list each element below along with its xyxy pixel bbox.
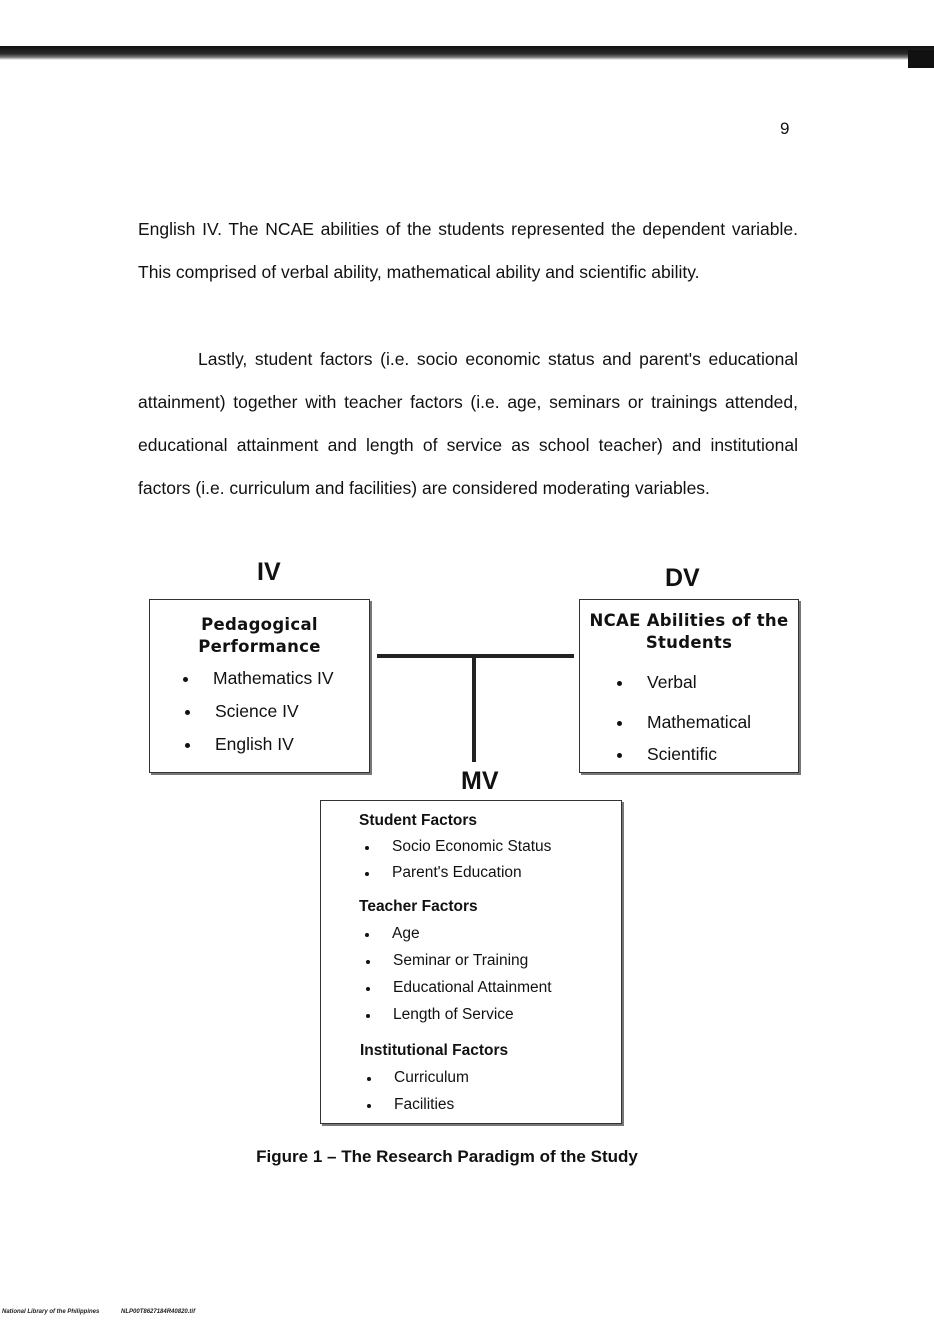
footer-filename: NLP00T8627184R40820.tif	[121, 1309, 196, 1315]
dv-item: Scientific	[647, 744, 717, 765]
iv-item: English IV	[215, 734, 294, 755]
iv-box-title: Pedagogical Performance	[198, 615, 321, 656]
iv-item: Mathematics IV	[213, 668, 334, 689]
bullet-icon	[367, 1104, 371, 1108]
mv-group-heading: Student Factors	[359, 812, 477, 829]
mv-item: Age	[392, 925, 420, 943]
bullet-icon	[617, 753, 622, 758]
bullet-icon	[366, 1014, 370, 1018]
scan-corner-mark	[908, 50, 934, 68]
scan-footer	[2, 1309, 215, 1315]
mv-item: Parent's Education	[392, 864, 522, 882]
mv-item: Socio Economic Status	[392, 838, 551, 856]
connector-vertical-line	[472, 656, 476, 762]
scan-top-border	[0, 46, 934, 60]
paragraph-2: Lastly, student factors (i.e. socio economic status and parent's educational attainment) together with teacher factors (i.e. age, seminars or trainings attended, educational attainment and length of service as school teacher) and institutional factors (i.e. curriculum and facilities) are considered moderating variables.	[138, 349, 798, 498]
paragraph-1: English IV. The NCAE abilities of the students represented the dependent variable. This comprised of verbal ability, mathematical ability and scientific ability.	[138, 219, 798, 282]
mv-item: Educational Attainment	[393, 979, 552, 997]
bullet-icon	[366, 987, 370, 991]
mv-item: Facilities	[394, 1096, 454, 1114]
dv-box-title: NCAE Abilities of the Students	[589, 611, 789, 652]
dependent-variable-box	[579, 599, 799, 773]
moderating-variable-box	[320, 800, 622, 1124]
dv-item: Mathematical	[647, 712, 751, 733]
figure-caption: Figure 1 – The Research Paradigm of the Study	[256, 1147, 638, 1166]
mv-item: Curriculum	[394, 1069, 469, 1087]
mv-group-heading: Teacher Factors	[359, 898, 478, 915]
iv-item: Science IV	[215, 701, 299, 722]
independent-variable-box	[149, 599, 370, 773]
mv-group-heading: Institutional Factors	[360, 1042, 509, 1059]
bullet-icon	[185, 743, 190, 748]
bullet-icon	[365, 872, 369, 876]
bullet-icon	[617, 681, 622, 686]
bullet-icon	[367, 1077, 371, 1081]
footer-library: National Library of the Philippines	[2, 1309, 100, 1315]
bullet-icon	[617, 721, 622, 726]
bullet-icon	[365, 846, 369, 850]
iv-label: IV	[257, 558, 281, 586]
bullet-icon	[185, 710, 190, 715]
mv-item: Length of Service	[393, 1006, 514, 1024]
mv-label: MV	[461, 767, 499, 795]
bullet-icon	[365, 933, 369, 937]
bullet-icon	[366, 960, 370, 964]
page-number: 9	[780, 119, 790, 138]
bullet-icon	[183, 677, 188, 682]
dv-label: DV	[665, 564, 700, 592]
dv-item: Verbal	[647, 672, 697, 693]
mv-item: Seminar or Training	[393, 952, 528, 970]
